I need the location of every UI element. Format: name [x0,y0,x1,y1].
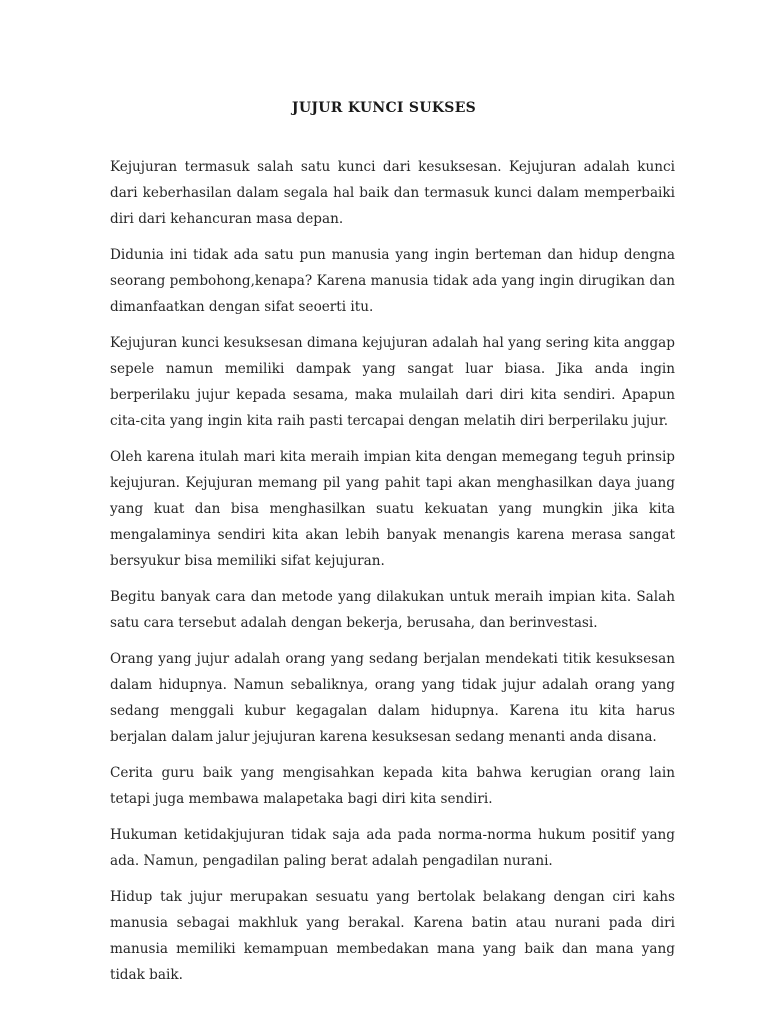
paragraph-4: Oleh karena itulah mari kita meraih impian kita dengan memegang teguh prinsip kejujuran. Kejujuran memang pil yang pahit tapi akan menghasilkan daya juang yang kuat dan bisa menghasilkan suatu kekuatan yang mungkin jika kita mengalaminya sendiri kita akan lebih banyak menangis karena merasa sangat bersyukur bisa memiliki sifat kejujuran. [110,449,675,569]
paragraph-7: Cerita guru baik yang mengisahkan kepada kita bahwa kerugian orang lain tetapi juga membawa malapetaka bagi diri kita sendiri. [110,765,675,807]
paragraph-1: Kejujuran termasuk salah satu kunci dari kesuksesan. Kejujuran adalah kunci dari keberhasilan dalam segala hal baik dan termasuk kunci dalam memperbaiki diri dari kehancuran masa depan. [110,159,675,227]
paragraph-8: Hukuman ketidakjujuran tidak saja ada pada norma-norma hukum positif yang ada. Namun, pengadilan paling berat adalah pengadilan nurani. [110,827,675,869]
paragraph-6: Orang yang jujur adalah orang yang sedang berjalan mendekati titik kesuksesan dalam hidupnya. Namun sebaliknya, orang yang tidak jujur adalah orang yang sedang menggali kubur kegagalan dalam hidupnya. Karena itu kita harus berjalan dalam jalur jejujuran karena kesuksesan sedang menanti anda disana. [110,651,675,745]
paragraph-5: Begitu banyak cara dan metode yang dilakukan untuk meraih impian kita. Salah satu cara tersebut adalah dengan bekerja, berusaha, dan berinvestasi. [110,589,675,631]
paragraph-9: Hidup tak jujur merupakan sesuatu yang bertolak belakang dengan ciri kahs manusia sebagai makhluk yang berakal. Karena batin atau nurani pada diri manusia memiliki kemampuan membedakan mana yang baik dan mana yang tidak baik. [110,889,675,983]
paragraph-2: Didunia ini tidak ada satu pun manusia yang ingin berteman dan hidup dengna seorang pembohong,kenapa? Karena manusia tidak ada yang ingin dirugikan dan dimanfaatkan dengan sifat seoerti itu. [110,247,675,315]
document-title: JUJUR KUNCI SUKSES [291,100,477,116]
document-body [110,154,675,998]
paragraph-3: Kejujuran kunci kesuksesan dimana kejujuran adalah hal yang sering kita anggap sepele namun memiliki dampak yang sangat luar biasa. Jika anda ingin berperilaku jujur kepada sesama, maka mulailah dari diri kita sendiri. Apapun cita-cita yang ingin kita raih pasti tercapai dengan melatih diri berperilaku jujur. [110,335,675,429]
